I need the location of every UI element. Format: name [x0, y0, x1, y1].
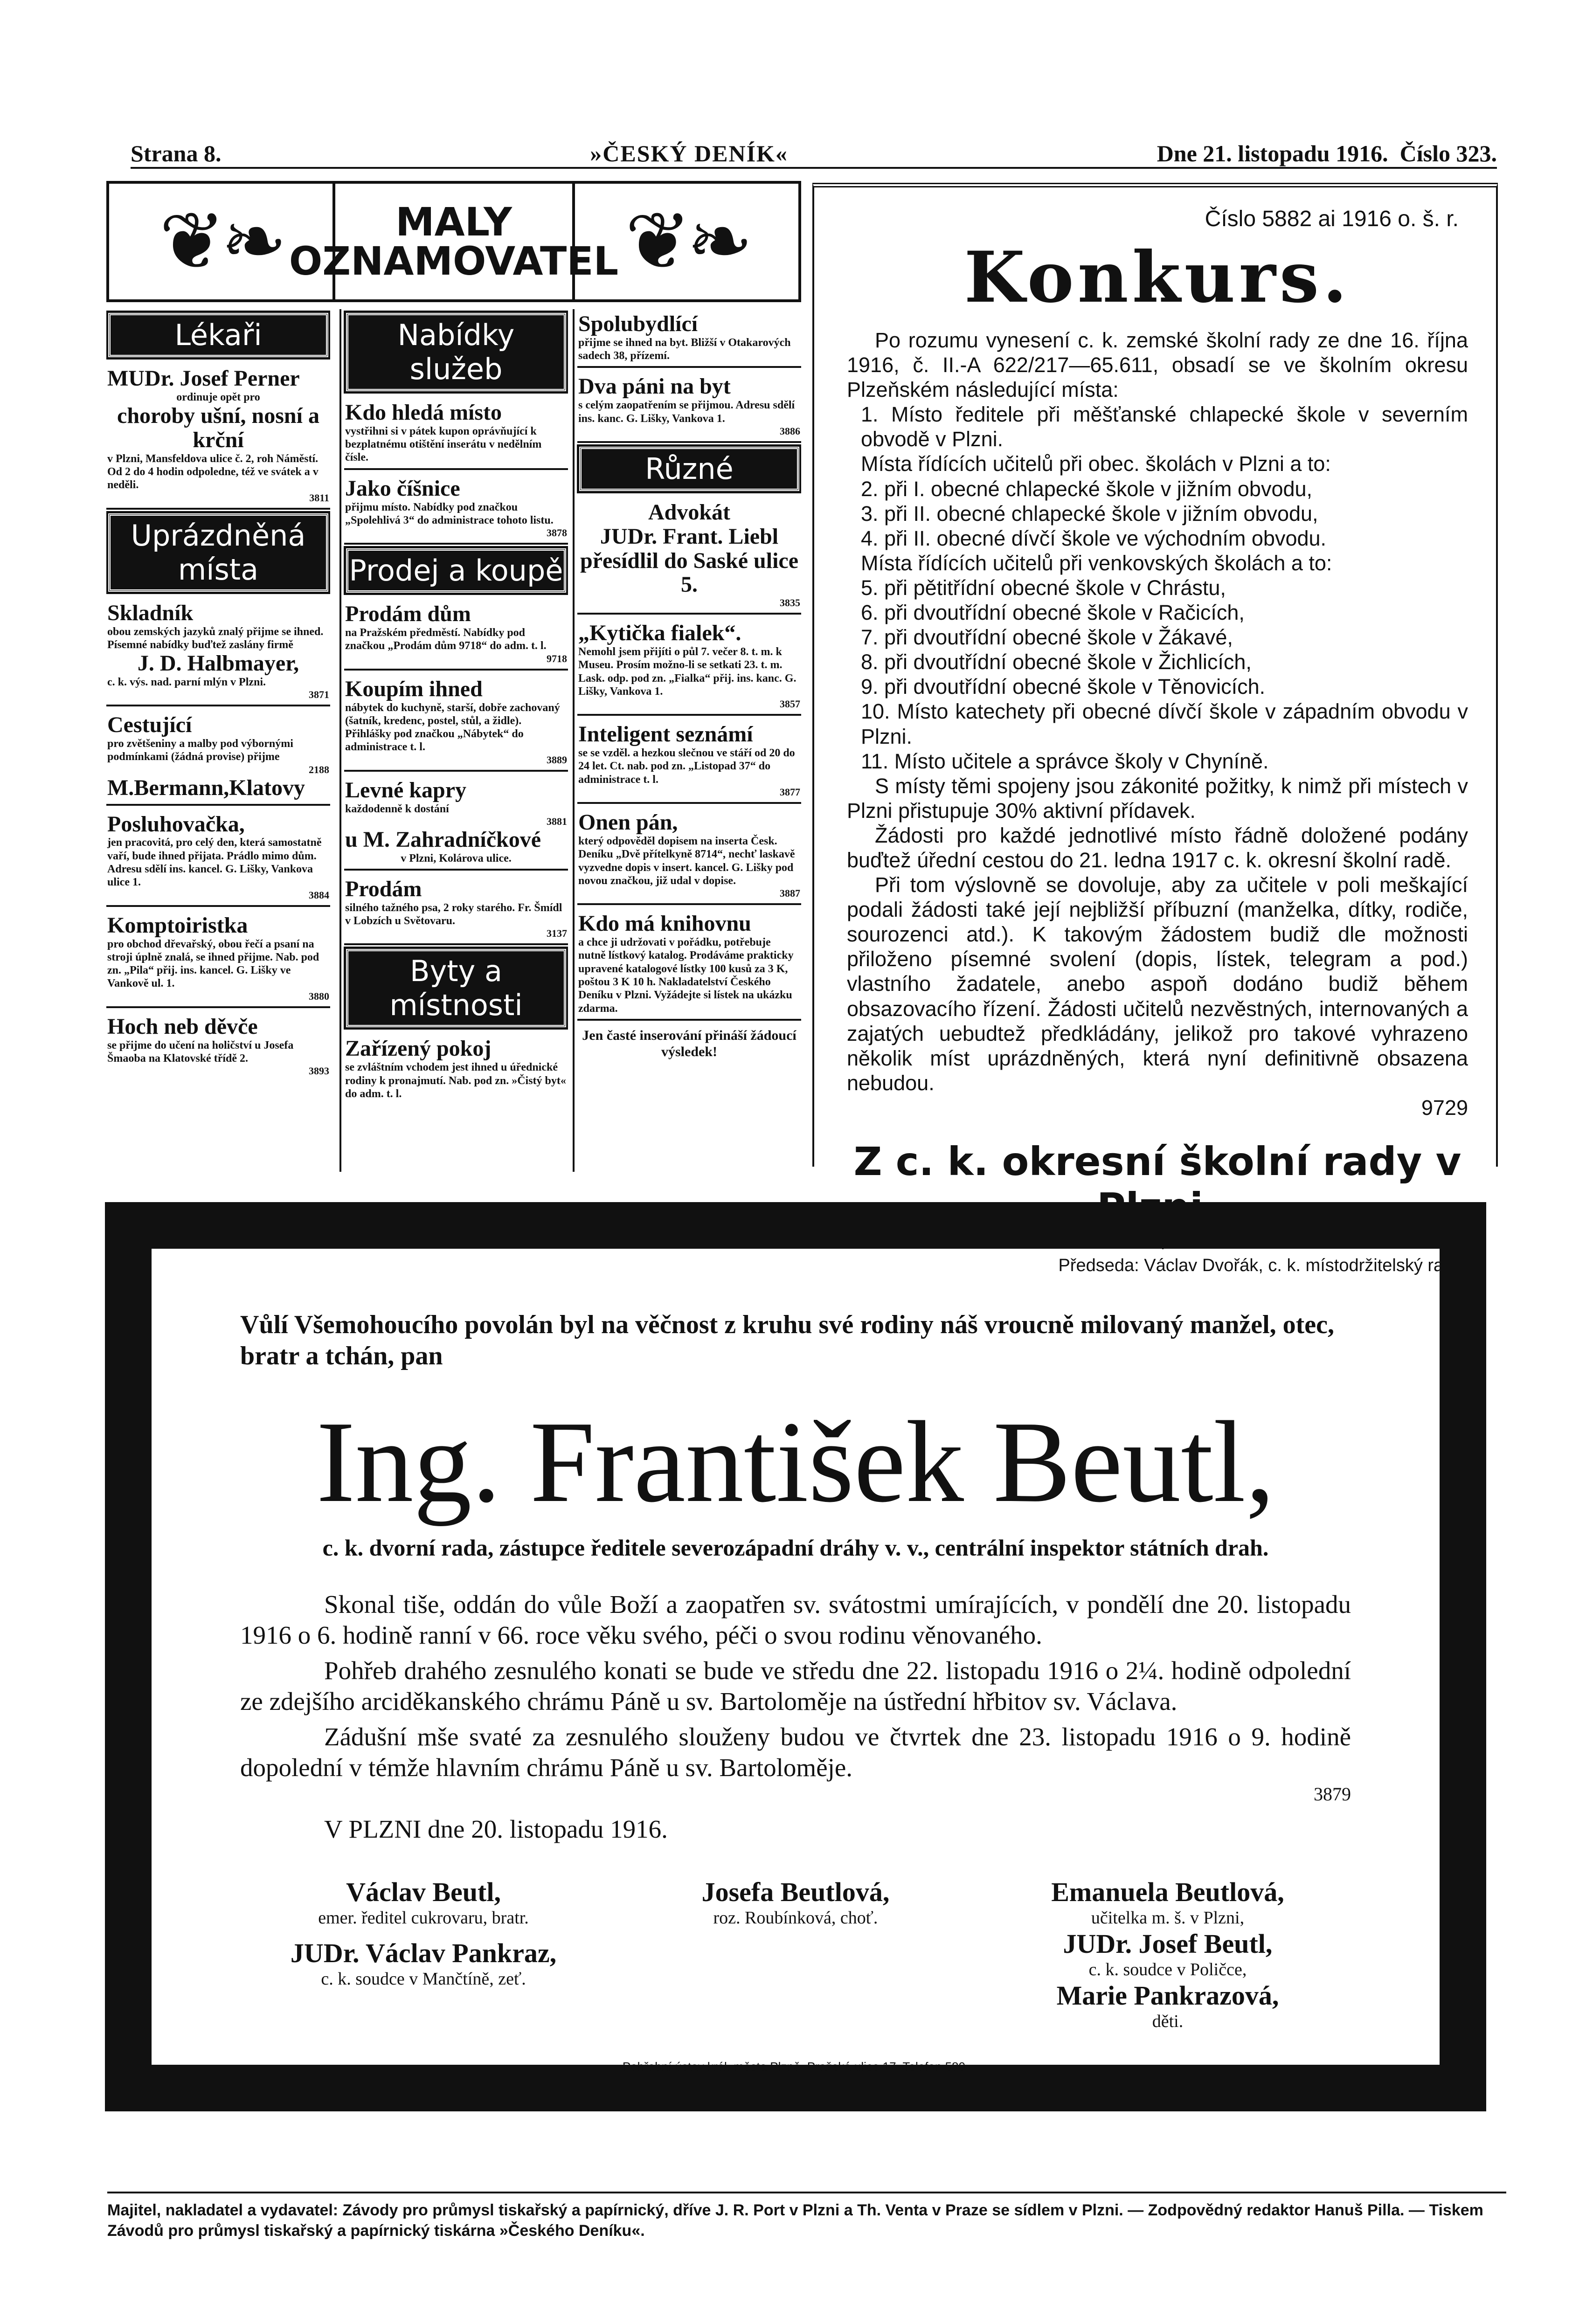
ad-text: pro zvětšeniny a malby pod výbornými podmínkami (žádná provise) přijme — [107, 738, 293, 763]
mourners — [240, 1876, 1351, 2032]
obituary-notice — [105, 1202, 1486, 2111]
ad-text: Nemohl jsem přijíti o půl 7. večer 8. t. m. k Museu. Prosím možno-li se setkati 23. t. m. Lask. odp. pod zn. „Fialka“ přij. ins. kanc. G. Lišky, Vankova 1. — [578, 646, 796, 698]
obituary-title: c. k. dvorní rada, zástupce ředitele severozápadní dráhy v. v., centrální inspektor státních drah. — [322, 1535, 1269, 1561]
ad-text: s celým zaopatřením se přijmou. Adresu sdělí ins. kanc. G. Lišky, Vankova 1. — [578, 399, 795, 425]
ad-text: přijmu místo. Nabídky pod značkou „Spolehlivá 3“ do administrace tohoto listu. — [345, 501, 554, 526]
ad-heading: Jako číšnice — [345, 476, 460, 501]
mourner-name: JUDr. Václav Pankraz, — [290, 1938, 557, 1969]
ad-heading: Kdo hledá místo — [345, 400, 502, 425]
ad-ref: 3893 — [309, 1065, 329, 1077]
ad-ref: 3881 — [547, 815, 567, 827]
konkurs-items: 1. Místo ředitele při měšťanské chlapecké škole v severním obvodě v Plzni. Místa řídících učitelů při obec. školách v Plzni a to: 2. při I. obecné chlapecké škole v jižním obvodu, 3. při II. obecné chlapecké škole v jižním obvodu, 4. při II. obecné dívčí škole ve východním obvodu. Místa řídících učitelů při venkovských školách a to: 5. při pětitřídní obecné škole v Chrástu, 6. při dvoutřídní obecné škole v Račicích, 7. při dvoutřídní obecné škole v Žákavé, 8. při dvoutřídní obecné škole v Žichlicích, 9. při dvoutřídní obecné škole v Těnovicích. 10. Místo katechety při obecné dívčí škole v západním obvodu v Plzni. 11. Místo učitele a správce školy v Chyníně. — [861, 402, 1468, 773]
ad-text: a chce ji udržovati v pořádku, potřebuje nutně lístkový katalog. Prodáváme prakticky upravené katalogové lístky 100 kusů za 3 K, poštou 3 K 10 h. Nakladatelství Českého Deníku v Plzni. Vyžádejte si lístek na ukázku zdarma. — [578, 936, 794, 1015]
ad-heading: Zařízený pokoj — [345, 1036, 492, 1061]
ad-text: v Plzni, Kolárova ulice. — [401, 852, 512, 865]
ad-traveler — [106, 710, 330, 805]
ad-heading: „Kytička fialek“. — [578, 621, 741, 646]
obituary-name: Ing. František Beutl, — [316, 1397, 1275, 1527]
ad-clerk — [106, 911, 330, 1008]
mourner-desc: c. k. soudce v Mančtíně, zeť. — [321, 1969, 526, 1989]
konkurs-ref: 9729 — [1421, 1095, 1468, 1120]
mourner-desc: děti. — [1152, 2012, 1184, 2032]
ad-heading: Komptoiristka — [107, 913, 248, 938]
classifieds-column-1 — [106, 309, 330, 1172]
mourner-name: JUDr. Josef Beutl, — [1063, 1929, 1273, 1959]
section-banner-vacancies: Uprázdněná místa — [108, 513, 328, 592]
page-number: Strana 8. — [131, 140, 222, 166]
obituary-place: V PLZNI dne 20. listopadu 1916. — [324, 1815, 668, 1844]
section-banner-flats: Byty a místnosti — [346, 949, 566, 1027]
konkurs-para: S místy těmi spojeny jsou zákonité požitky, k nimž při místech v Plzni přistupuje 30% aktivní přídavek. — [847, 774, 1468, 823]
ad-heading: Cestující — [107, 712, 192, 738]
ad-ref: 2188 — [309, 763, 329, 775]
konkurs-para: Při tom výslovně se dovoluje, aby za učitele v poli meškající podali žádosti také její nejbližší příbuzní (manželka, dítky, rodiče, sourozenci atd.). K takovým žádostem budiž dle možnosti přiloženo písemné svolení (dopis, lístek, telegram a pod.) vlastního žadatele, anebo aspoň dodáno budiž během obsazovacího řízení. Žádosti učitelů nezvěstných, internovaných a zajatých uebudtež předkládány, jelikož pro takové vyhrazeno několik míst uprázdněných, která nyní definitivně obsazena nebudou. — [847, 873, 1468, 1095]
mourner-desc: emer. ředitel cukrovaru, bratr. — [318, 1908, 529, 1928]
ad-heading: Skladník — [107, 600, 194, 625]
ornament-left: ❦❧ — [159, 198, 283, 286]
konkurs-title: Konkurs. — [964, 236, 1351, 318]
ad-heading: Hoch neb děvče — [107, 1014, 258, 1039]
ad-furniture — [344, 674, 568, 772]
ad-text: v Plzni, Mansfeldova ulice č. 2, roh Náměstí. Od 2 do 4 hodin odpoledne, též ve svátek a v neděli. — [107, 452, 319, 491]
ad-heading: MUDr. Josef Perner — [107, 366, 300, 391]
ad-ref: 3880 — [309, 990, 329, 1002]
ad-text: se přijme do učení na holičství u Josefa Šmaoba na Klatovské třídě 2. — [107, 1039, 294, 1065]
ad-heading: Inteligent seznámí — [578, 722, 753, 747]
ad-gentleman — [577, 808, 801, 905]
mourner-name: Marie Pankrazová, — [1056, 1980, 1279, 2011]
ad-apprentice — [106, 1012, 330, 1081]
ad-room — [344, 1034, 568, 1104]
konkurs-notice — [812, 183, 1498, 1275]
konkurs-chair: Předseda: Václav Dvořák, c. k. místodržitelský rada. — [1058, 1256, 1468, 1275]
ad-heading: přesídlil do Saské ulice 5. — [580, 548, 799, 597]
issue-number: Číslo 323. — [1399, 140, 1497, 166]
funeral-home: Pohřební ústav král. města Plzně, Pražská ulice 17. Telefon 580. — [622, 2060, 969, 2074]
ad-roommate — [577, 309, 801, 368]
ad-ref: 3871 — [309, 689, 329, 701]
ad-text: se zvláštním vchodem jest ihned u úřednické rodiny k pronajmutí. Nab. pod zn. »Čistý byt« do adm. t. l. — [345, 1061, 566, 1100]
classifieds-title-line2: OZNAMOVATEL — [289, 238, 619, 284]
ad-heading: Kdo má knihovnu — [578, 911, 751, 936]
mourner-desc: roz. Roubínková, choť. — [713, 1908, 878, 1928]
section-banner-doctors: Lékaři — [108, 313, 328, 357]
ad-ref: 3886 — [780, 425, 800, 437]
section-banner-sale: Prodej a koupě — [346, 548, 566, 593]
mourner-name: Václav Beutl, — [346, 1877, 501, 1908]
obituary-intro: Vůlí Všemohoucího povolán byl na věčnost z kruhu své rodiny náš vroucně milovaný manžel, otec, bratr a tchán, pan — [240, 1310, 1335, 1371]
ad-text: přijme se ihned na byt. Bližší v Otakarových sadech 38, přízemí. — [578, 336, 791, 362]
ad-heading: J. D. Halbmayer, — [137, 651, 299, 676]
ad-carp — [344, 775, 568, 871]
ad-text: obou zemských jazyků znalý přijme se ihned. Písemné nabídky buďtež zaslány firmě — [107, 625, 324, 651]
ad-acquaintance — [577, 719, 801, 804]
konkurs-body — [847, 328, 1468, 1120]
ad-text: c. k. výs. nad. parní mlýn v Plzni. — [107, 676, 266, 689]
obituary-text: Skonal tiše, oddán do vůle Boží a zaopatřen sv. svátostmi umírajících, v pondělí dne 20. listopadu 1916 o 6. hodině ranní v 66. roce věku svého, péči o svou rodinu věnovaného. — [240, 1590, 1351, 1650]
obituary-ref: 3879 — [1314, 1784, 1351, 1805]
ad-lodgers — [577, 372, 801, 443]
ad-violets — [577, 618, 801, 716]
ad-ref: 3877 — [780, 786, 800, 798]
ad-ref: 3878 — [547, 527, 567, 539]
ad-heading: Advokát — [648, 499, 731, 525]
imprint: Majitel, nakladatel a vydavatel: Závody pro průmysl tiskařský a papírnický, dříve J. R. Port v Plzni a Th. Venta v Praze se sídlem v Plzni. — Zodpovědný redaktor Hanuš Pilla. — Tiskem Závodů pro průmysl tiskařský a papírnický tiskárna »Českého Deníku«. — [107, 2192, 1506, 2241]
ad-ref: 3857 — [780, 698, 800, 710]
ad-heading: Dva páni na byt — [578, 374, 731, 399]
ad-warehouse — [106, 598, 330, 707]
ad-text: pro obchod dřevařský, obou řečí a psaní na stroji úplně znalá, se ihned přijme. Nab. pod zn. „Pila“ přij. ins. kancel. G. Lišky ve Vankově ul. 1. — [107, 938, 319, 990]
ad-ref: 3889 — [547, 754, 567, 766]
ad-text: silného tažného psa, 2 roky starého. Fr. Šmídl v Lobzích u Světovaru. — [345, 901, 562, 927]
mourner-group-1 — [240, 1876, 607, 2032]
newspaper-name: »ČESKÝ DENÍK« — [590, 140, 788, 166]
classifieds-header — [106, 181, 801, 302]
ad-heading: Posluhovačka, — [107, 811, 245, 837]
ad-library — [577, 909, 801, 1021]
konkurs-intro: Po rozumu vynesení c. k. zemské školní rady ze dne 16. října 1916, č. II.-A 622/217—65.611, obsadí se ve školním okresu Plzeňském následující místa: — [847, 328, 1468, 402]
mourner-name: Josefa Beutlová, — [701, 1877, 890, 1908]
mourner-group-3 — [984, 1876, 1351, 2032]
ad-ref: 3835 — [780, 597, 800, 609]
ad-text: Jen časté inserování přináší žádoucí výsledek! — [582, 1027, 796, 1060]
ad-heading: choroby ušní, nosní a krční — [117, 403, 319, 452]
ad-heading: Levné kapry — [345, 777, 467, 802]
ad-heading: Spolubydlící — [578, 311, 698, 336]
mourner-desc: c. k. soudce v Poličce, — [1088, 1960, 1247, 1980]
classifieds-title-line1: MALY — [395, 199, 512, 245]
ad-heading: Onen pán, — [578, 810, 678, 835]
ad-dog — [344, 874, 568, 945]
konkurs-sigdate: dne 18. listopadu 1916. — [1065, 1230, 1250, 1250]
ad-maid — [106, 809, 330, 907]
konkurs-signature: Z c. k. okresní školní rady v Plzni, — [853, 1139, 1461, 1230]
ad-ref: 3887 — [780, 887, 800, 899]
obituary-text: Pohřeb drahého zesnulého konati se bude ve středu dne 22. listopadu 1916 o 2¼. hodině odpolední ze zdejšího arciděkanského chrámu Páně u sv. Bartoloměje na ústřední hřbitov sv. Václava. — [240, 1656, 1351, 1716]
classifieds-section — [106, 181, 801, 1174]
ad-heading: M.Bermann,Klatovy — [107, 775, 305, 800]
ad-doctor — [106, 364, 330, 510]
ad-heading: Prodám — [345, 877, 422, 902]
ornament-right: ❦❧ — [625, 198, 748, 286]
ad-waitress — [344, 474, 568, 545]
ad-text: nábytek do kuchyně, starší, dobře zachovaný (šatník, kredenc, postel, stůl, a židle). Přihlášky pod značkou „Nábytek“ do administrace t. l. — [345, 701, 560, 754]
ad-text: na Pražském předměstí. Nabídky pod značkou „Prodám dům 9718“ do adm. t. l. — [345, 627, 547, 652]
ad-house-sale — [344, 599, 568, 670]
issue-date: Dne 21. listopadu 1916. — [1157, 140, 1388, 166]
obituary-text: Zádušní mše svaté za zesnulého slouženy budou ve čtvrtek dne 23. listopadu 1916 o 9. hodině dopolední v témže hlavním chrámu Páně u sv. Bartoloměje. — [240, 1722, 1351, 1782]
ad-ref: 3811 — [309, 491, 329, 504]
ad-ref: 9718 — [547, 652, 567, 664]
ad-job-seeker — [344, 398, 568, 470]
ad-heading: Koupím ihned — [345, 676, 483, 701]
classifieds-column-3 — [573, 309, 801, 1172]
issue-info — [1157, 140, 1497, 167]
ad-ref: 3884 — [309, 889, 329, 901]
ad-slogan — [577, 1024, 801, 1064]
ad-text: se se vzděl. a hezkou slečnou ve stáří od 20 do 24 let. Ct. nab. pod zn. „Listopad 37“ do administrace t. l. — [578, 747, 795, 786]
ad-text: každodenně k dostání — [345, 802, 449, 815]
section-banner-misc: Různé — [579, 447, 799, 491]
konkurs-number: Číslo 5882 ai 1916 o. š. r. — [1205, 207, 1459, 231]
ad-text: který odpověděl dopisem na inserta Česk. Deníku „Dvě přítelkyně 8714“, nechť laskavě vyzvedne dopis v insert. kancel. G. Lišky pod novou značkou, již udal v dopise. — [578, 835, 795, 887]
ad-heading: u M. Zahradníčkové — [345, 827, 541, 852]
ad-heading: Prodám dům — [345, 602, 471, 627]
ad-text: vystřihni si v pátek kupon oprávňující k bezplatnému otištění inserátu v nedělním čísle. — [345, 425, 542, 464]
mourner-group-2 — [612, 1876, 979, 2032]
page-header — [131, 127, 1497, 169]
ad-lawyer — [577, 498, 801, 615]
classifieds-column-2 — [339, 309, 568, 1172]
ad-text: ordinuje opět pro — [176, 391, 260, 403]
mourner-desc: učitelka m. š. v Plzni, — [1091, 1908, 1245, 1928]
ad-text: jen pracovitá, pro celý den, která samostatně vaří, bude ihned přijata. Prádlo mimo dům. Adresu sdělí ins. kancel. G. Lišky, Vankova ulice 1. — [107, 837, 322, 889]
konkurs-para: Žádosti pro každé jednotlivé místo řádně doložené podány buďtež úřední cestou do 21. ledna 1917 c. k. okresní školní radě. — [847, 823, 1468, 872]
classifieds-title — [289, 184, 619, 299]
ad-ref: 3137 — [547, 927, 567, 940]
ad-heading: JUDr. Frant. Liebl — [600, 524, 779, 549]
mourner-name: Emanuela Beutlová, — [1051, 1877, 1284, 1908]
section-banner-services: Nabídky služeb — [346, 313, 566, 391]
